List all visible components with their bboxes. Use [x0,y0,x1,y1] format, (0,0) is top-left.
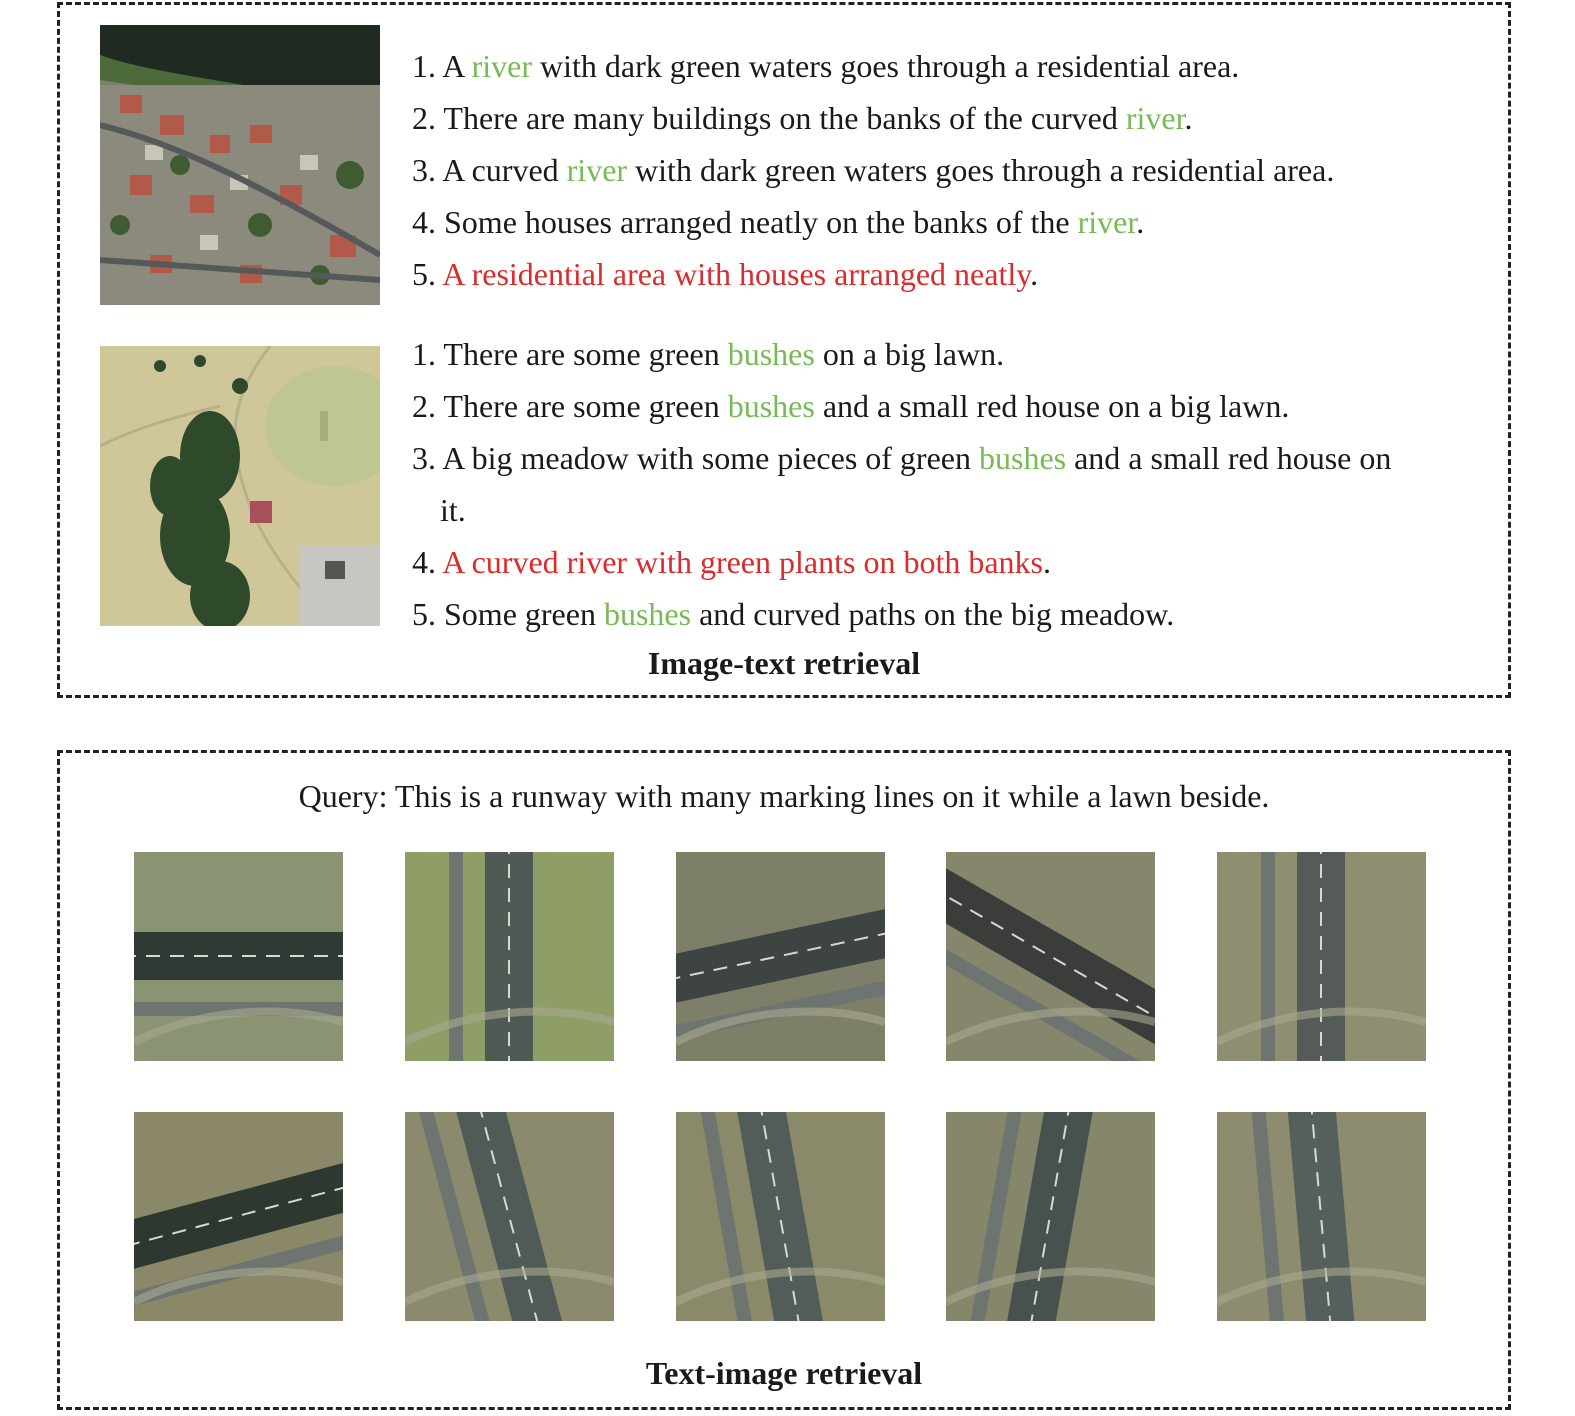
aerial-runway-image-3 [676,852,885,1061]
caption-text: 4. [412,544,443,580]
aerial-runway-image-2 [405,852,614,1061]
caption-text: and a small red house on a big lawn. [814,388,1290,424]
caption-text: and curved paths on the big meadow. [691,596,1175,632]
aerial-runway-image-5 [1217,852,1426,1061]
caption-text: 5. Some green [412,596,604,632]
query-text: Query: This is a runway with many marking lines on it while a lawn beside. [298,778,1270,814]
aerial-runway-image-1 [134,852,343,1061]
caption-line [412,432,1391,484]
text-image-retrieval-title: Text-image retrieval [645,1355,923,1391]
caption-text: 1. A [412,48,472,84]
caption-text: with dark green waters goes through a residential area. [627,152,1335,188]
caption-text: 2. There are many buildings on the banks of the curved [412,100,1126,136]
caption-text: 3. A curved [412,152,567,188]
highlight-keyword: bushes [978,440,1067,476]
caption-line [412,484,1391,536]
caption-line [412,380,1391,432]
caption-text: . [1030,256,1039,292]
caption-text: 2. There are some green [412,388,728,424]
caption-text: 3. A big meadow with some pieces of green [412,440,979,476]
caption-text: . [1042,544,1051,580]
highlight-keyword: river [1077,204,1137,240]
highlight-keyword: bushes [727,336,815,372]
highlight-keyword: river [566,152,628,188]
caption-line [412,588,1391,640]
caption-line [412,40,1334,92]
caption-text: 4. Some houses arranged neatly on the banks of the [412,204,1078,240]
caption-text: with dark green waters goes through a residential area. [531,48,1240,84]
caption-line [412,144,1334,196]
aerial-meadow-bushes-image [100,346,380,626]
aerial-runway-image-7 [405,1112,614,1321]
caption-text: 1. There are some green [412,336,728,372]
caption-text: it. [440,492,466,528]
aerial-runway-image-4 [946,852,1155,1061]
caption-line [412,196,1334,248]
caption-text: and a small red house on [1066,440,1392,476]
caption-line [412,328,1391,380]
captions-list-bushes [412,328,1391,640]
aerial-runway-image-6 [134,1112,343,1321]
caption-text: 5. [412,256,443,292]
highlight-keyword: river [1125,100,1185,136]
caption-text: . [1184,100,1193,136]
aerial-runway-image-8 [676,1112,885,1321]
highlight-keyword: river [471,48,532,84]
caption-line [412,92,1334,144]
aerial-runway-image-10 [1217,1112,1426,1321]
caption-text: on a big lawn. [814,336,1005,372]
mismatch-caption: A curved river with green plants on both banks [442,544,1043,580]
image-text-retrieval-title: Image-text retrieval [647,645,921,681]
caption-text: . [1136,204,1145,240]
highlight-keyword: bushes [603,596,692,632]
caption-line [412,536,1391,588]
highlight-keyword: bushes [727,388,815,424]
mismatch-caption: A residential area with houses arranged neatly [442,256,1031,292]
captions-list-river [412,40,1334,300]
caption-line [412,248,1334,300]
aerial-runway-image-9 [946,1112,1155,1321]
aerial-river-residential-image [100,25,380,305]
